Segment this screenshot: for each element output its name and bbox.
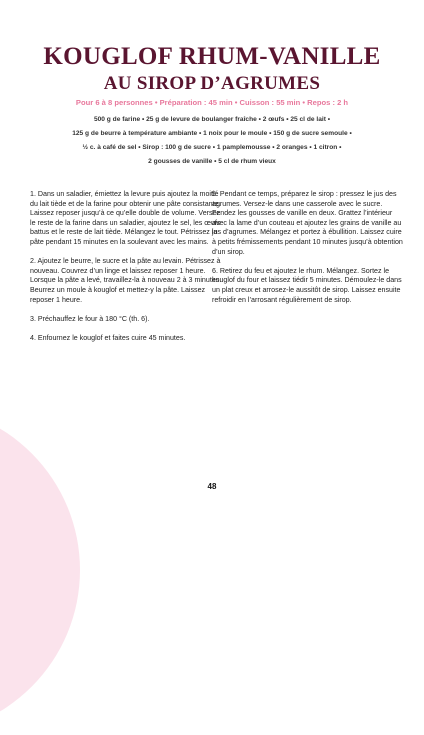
step-2: 2. Ajoutez le beurre, le sucre et la pâte au levain. Pétrissez à nouveau. Couvrez d’un linge et laissez reposer 1 heure. Lorsque la pâte a levé, travaillez-la à nouveau 2 à 3 minutes. Beurrez un moule à kouglof et mettez-y la pâte. Laissez reposer 1 heure. (30, 257, 222, 304)
ingredients-line: 125 g de beurre à température ambiante • 1 noix pour le moule • 150 g de sucre semoule • (72, 130, 352, 137)
ingredients-line: 2 gousses de vanille • 5 cl de rhum vieux (148, 158, 276, 165)
title-line-2: AU SIROP D’AGRUMES (103, 73, 321, 94)
step-3: 3. Préchauffez le four à 180 °C (th. 6). (30, 314, 150, 323)
recipe-title (0, 42, 424, 96)
title-line-1: KOUGLOF RHUM-VANILLE (43, 43, 381, 70)
ingredients-list (14, 113, 410, 169)
step-5: 5. Pendant ce temps, préparez le sirop : pressez le jus des agrumes. Versez-le dans une casserole avec le sucre. Fendez les gousses de vanille en deux. Grattez l’intérieur avec la lame d’un couteau et ajoutez les grains de vanille au jus d’agrumes. Mélangez et portez à ébullition. Laissez cuire à petits frémissements pendant 10 minutes jusqu’à obtention d’un sirop. (212, 190, 403, 256)
page-number: 48 (207, 482, 217, 491)
recipe-meta: Pour 6 à 8 personnes • Préparation : 45 min • Cuisson : 55 min • Repos : 2 h (75, 98, 349, 107)
step-4: 4. Enfournez le kouglof et faites cuire 45 minutes. (30, 333, 186, 342)
decorative-pink-circle (0, 405, 80, 735)
step-1: 1. Dans un saladier, émiettez la levure puis ajoutez la moitié du lait tiède et de la farine pour obtenir une pâte consistante. Laissez reposer jusqu’à ce qu’elle double de volume. Versez le reste de la farine dans un saladier, ajoutez le sel, les œufs battus et le reste de lait tiède. Mélangez le tout. Pétrissez la pâte pendant 15 minutes en la soulevant avec les mains. (30, 190, 221, 246)
ingredients-line: ½ c. à café de sel • Sirop : 100 g de sucre • 1 pamplemousse • 2 oranges • 1 citron • (82, 144, 342, 151)
ingredients-line: 500 g de farine • 25 g de levure de boulanger fraîche • 2 œufs • 25 cl de lait • (93, 116, 331, 123)
steps-left-column (30, 190, 225, 353)
steps-right-column (212, 190, 407, 315)
step-6: 6. Retirez du feu et ajoutez le rhum. Mélangez. Sortez le kouglof du four et laissez tiédir 5 minutes. Démoulez-le dans un plat creux et arrosez-le aussitôt de sirop. Laissez ensuite refroidir en l’arrosant régulièrement de sirop. (212, 266, 402, 304)
